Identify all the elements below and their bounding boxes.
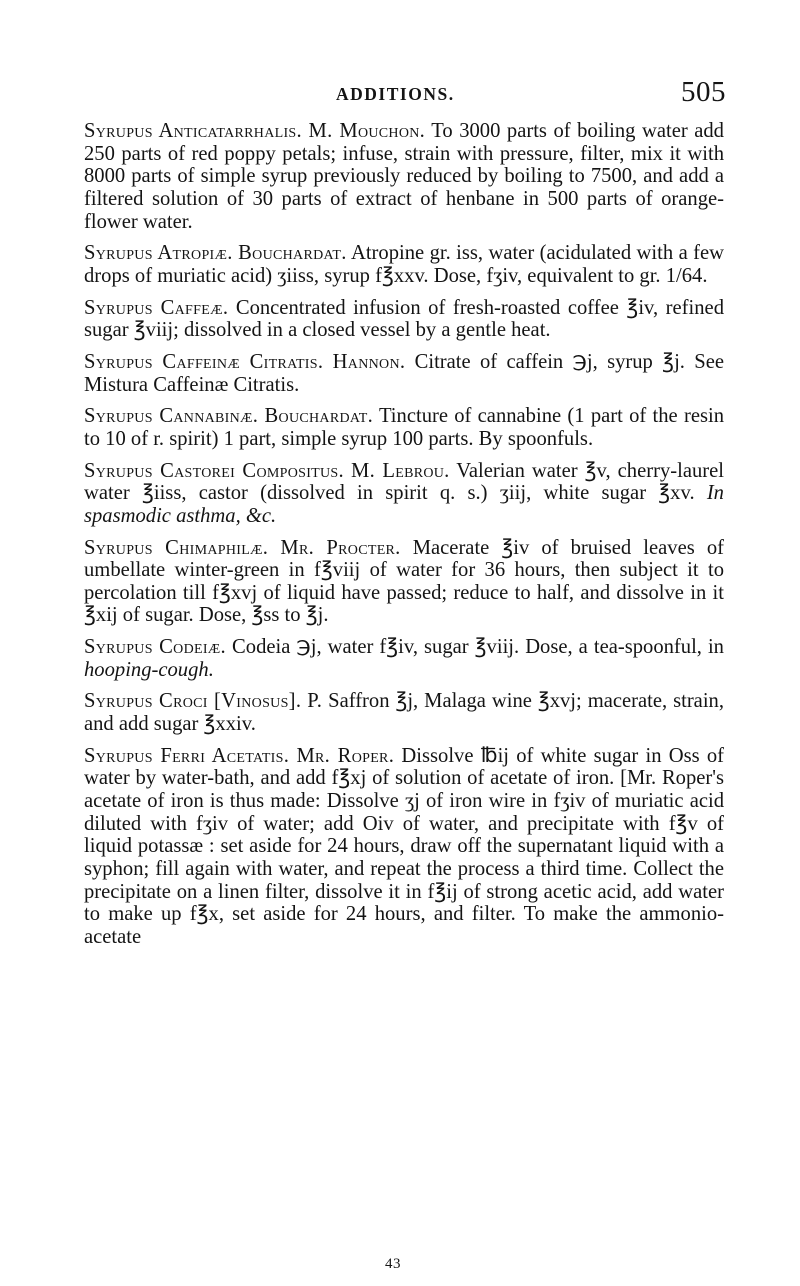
entry-text: Tincture of cannabine (1 part of the resin to 10 of r. spirit) 1 part, simple syrup 100 parts. By spoonfuls. xyxy=(84,405,724,450)
entry-author: P. xyxy=(307,690,323,713)
running-header xyxy=(0,76,800,110)
entry-title: Syrupus Caffeinæ Citratis. xyxy=(84,350,324,373)
entry-syrupus-anticatarrhalis xyxy=(84,120,724,233)
entry-text: Codeia ℈j, water f℥iv, sugar ℥viij. Dose, a tea-spoonful, in xyxy=(232,636,724,659)
entry-syrupus-caffeae xyxy=(84,297,724,342)
entry-syrupus-ferri-acetatis xyxy=(84,745,724,949)
entry-author: M. Lebrou. xyxy=(350,459,450,482)
entry-title: Syrupus Castorei Compositus. xyxy=(84,459,344,482)
entry-syrupus-cannabinae xyxy=(84,405,724,450)
entry-text: Citrate of caffein ℈j, syrup ℥j. See Mistura Caffeinæ Citratis. xyxy=(84,350,724,396)
entry-author: Mr. Procter. xyxy=(280,536,401,559)
entry-title: Syrupus Caffeæ. xyxy=(84,296,229,319)
entry-syrupus-chimaphilae xyxy=(84,537,724,628)
entry-text: Saffron ℥j, Malaga wine ℥xvj; macerate, strain, and add sugar ℥xxiv. xyxy=(84,690,724,736)
page-number: 505 xyxy=(681,76,726,108)
page-body xyxy=(84,120,724,958)
entry-syrupus-atropiae xyxy=(84,242,724,287)
entry-title: Syrupus Codeiæ. xyxy=(84,636,226,659)
entry-author: M. Mouchon. xyxy=(308,120,426,142)
entry-title: Syrupus Ferri Acetatis. xyxy=(84,744,290,767)
entry-author: Hannon. xyxy=(332,350,406,373)
entry-title: Syrupus Anticatarrhalis. xyxy=(84,120,302,142)
entry-text: Valerian water ℥v, cherry-laurel water ℥iiss, castor (dissolved in spirit q. s.) ʒiij, white sugar ℥xv. xyxy=(84,459,724,505)
entry-syrupus-croci xyxy=(84,690,724,735)
entry-title: Syrupus Cannabinæ. xyxy=(84,405,259,428)
entry-text: Concentrated infusion of fresh-roasted coffee ℥iv, refined sugar ℥viij; dissolved in a closed vessel by a gentle heat. xyxy=(84,296,724,342)
entry-text: Macerate ℥iv of bruised leaves of umbellate winter-green in f℥viij of water for 36 hours, then subject it to percolation till f℥xvj of liquid have passed; reduce to half, and dissolve in it ℥xij of sugar. Dose, ℥ss to ℥j. xyxy=(84,536,724,627)
signature-mark: 43 xyxy=(385,1256,401,1272)
running-title: ADDITIONS. xyxy=(336,84,455,104)
entry-italic-note: In spasmodic asthma, &c. xyxy=(84,482,724,527)
entry-syrupus-caffeinae-citratis xyxy=(84,351,724,396)
entry-text: Atropine gr. iss, water (acidulated with a few drops of muriatic acid) ʒiiss, syrup f℥xxv. Dose, fʒiv, equivalent to gr. 1/64. xyxy=(84,242,724,287)
entry-text: To 3000 parts of boiling water add 250 parts of red poppy petals; infuse, strain with pressure, filter, mix it with 8000 parts of simple syrup previously reduced by boiling to 7500, and add a filtered solution of 30 parts of extract of henbane in 500 parts of orange-flower water. xyxy=(84,120,724,233)
entry-syrupus-castorei-compositus xyxy=(84,460,724,528)
entry-author: Bouchardat. xyxy=(238,242,347,265)
entry-title: Syrupus Chimaphilæ. xyxy=(84,536,269,559)
entry-author: Bouchardat. xyxy=(264,405,374,428)
entry-author: Mr. Roper. xyxy=(296,744,395,767)
entry-italic-note: hooping-cough. xyxy=(84,658,214,681)
entry-text: Dissolve ℔ij of white sugar in Oss of water by water-bath, and add f℥xj of solution of acetate of iron. [Mr. Roper's acetate of iron is thus made: Dissolve ʒj of iron wire in fʒiv of muriatic acid diluted with fʒiv of water; add Oiv of water, and precipitate with f℥v of liquid potassæ : set aside for 24 hours, draw off the supernatant liquid with a syphon; fill again with water, and repeat the process a third time. Collect the precipitate on a linen filter, dissolve it in f℥ij of strong acetic acid, add water to make up f℥x, set aside for 24 hours, and filter. To make the ammonio-acetate xyxy=(84,744,725,948)
entry-syrupus-codeiae xyxy=(84,636,724,681)
entry-title: Syrupus Atropiæ. xyxy=(84,242,233,265)
entry-title: Syrupus Croci [Vinosus]. xyxy=(84,690,302,713)
